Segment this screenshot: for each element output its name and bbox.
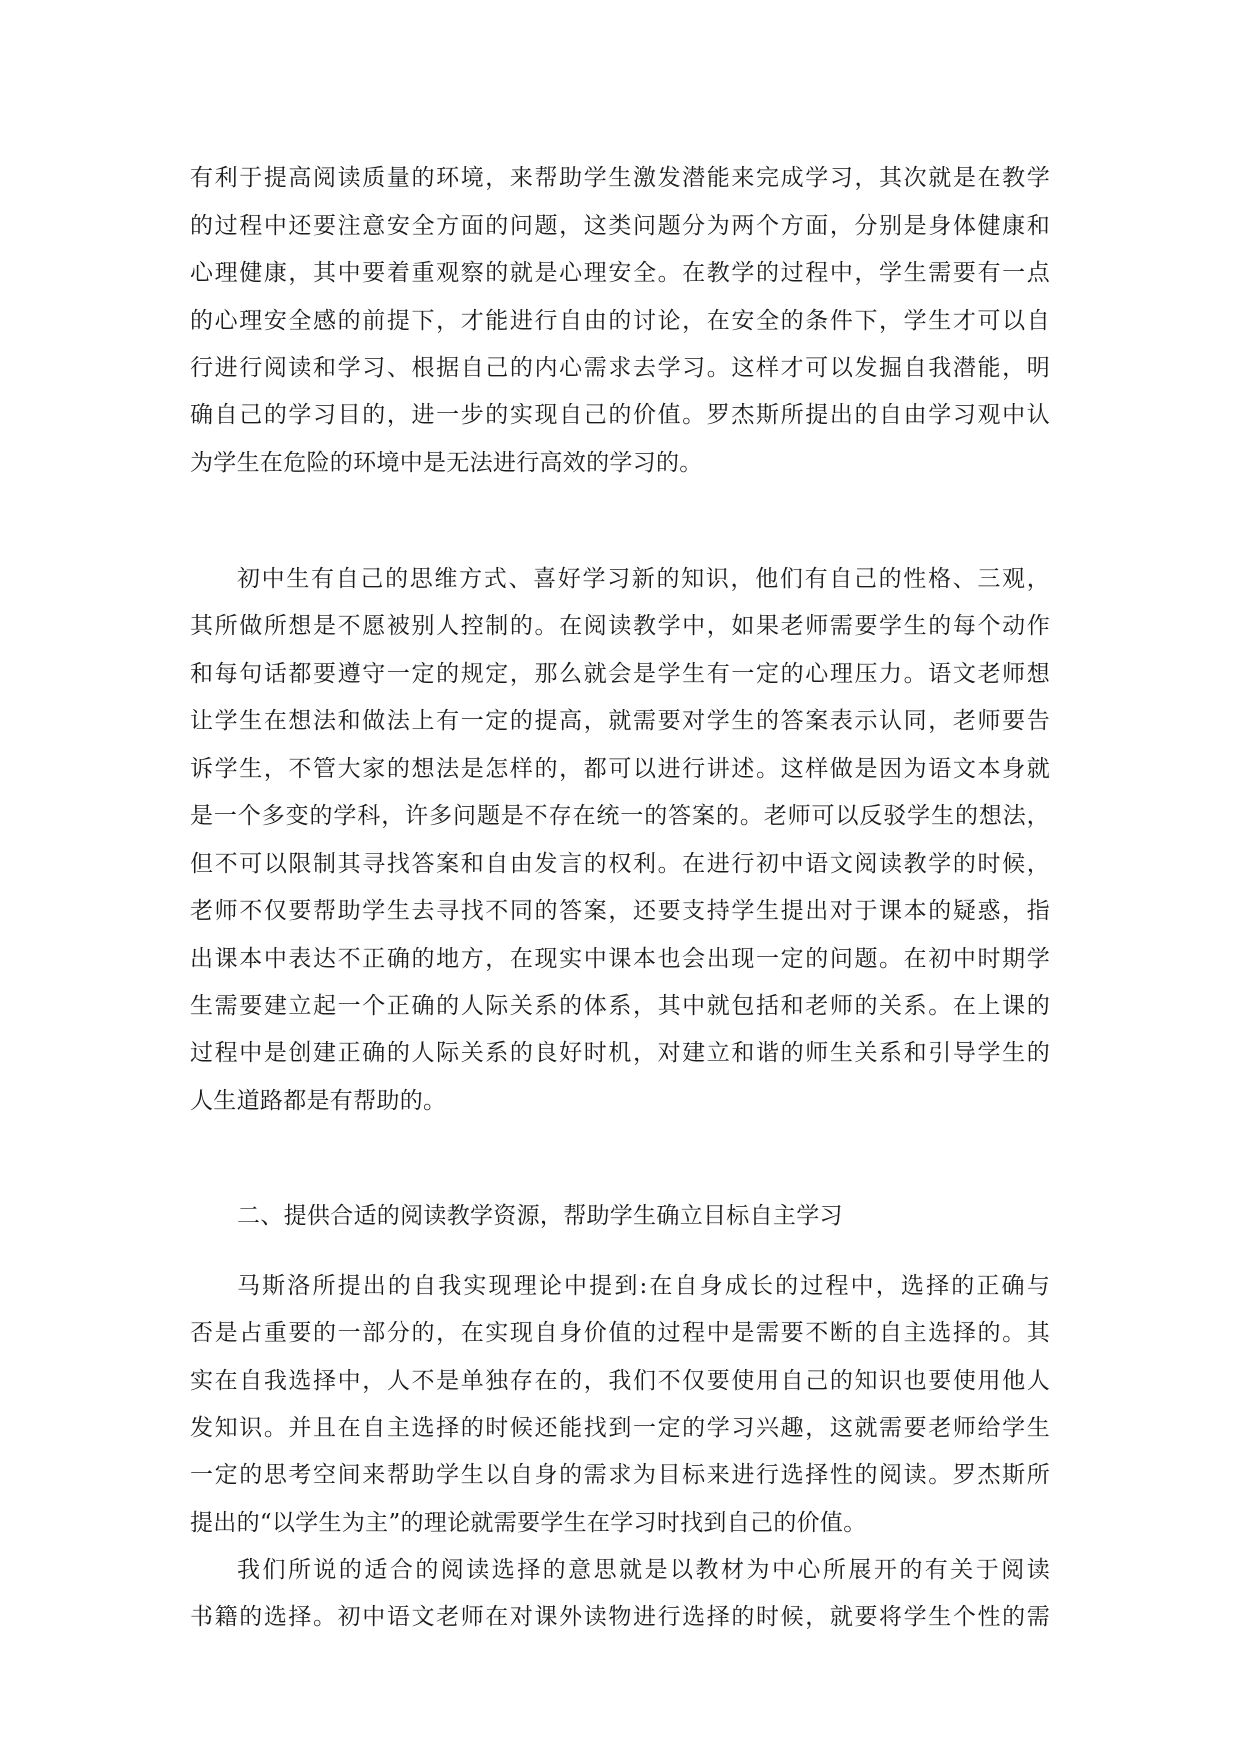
paragraph-line: 是一个多变的学科，许多问题是不存在统一的答案的。老师可以反驳学生的想法， [190,803,1050,829]
paragraph-line: 行进行阅读和学习、根据自己的内心需求去学习。这样才可以发掘自我潜能，明 [190,355,1050,381]
paragraph-line: 一定的思考空间来帮助学生以自身的需求为目标来进行选择性的阅读。罗杰斯所 [190,1462,1050,1488]
paragraph-line: 让学生在想法和做法上有一定的提高，就需要对学生的答案表示认同，老师要告 [190,708,1050,734]
paragraph-line: 我们所说的适合的阅读选择的意思就是以教材为中心所展开的有关于阅读 [237,1557,1050,1583]
paragraph-line: 发知识。并且在自主选择的时候还能找到一定的学习兴趣，这就需要老师给学生 [190,1415,1050,1441]
paragraph-line: 初中生有自己的思维方式、喜好学习新的知识，他们有自己的性格、三观， [237,566,1050,592]
paragraph-line: 马斯洛所提出的自我实现理论中提到:在自身成长的过程中，选择的正确与 [237,1273,1050,1299]
paragraph-line: 为学生在危险的环境中是无法进行高效的学习的。 [190,450,703,476]
paragraph-line: 有利于提高阅读质量的环境，来帮助学生激发潜能来完成学习，其次就是在教学 [190,165,1050,191]
paragraph-line: 书籍的选择。初中语文老师在对课外读物进行选择的时候，就要将学生个性的需 [190,1604,1050,1630]
paragraph-line: 生需要建立起一个正确的人际关系的体系，其中就包括和老师的关系。在上课的 [190,993,1050,1019]
paragraph-line: 和每句话都要遵守一定的规定，那么就会是学生有一定的心理压力。语文老师想 [190,661,1050,687]
paragraph-line: 老师不仅要帮助学生去寻找不同的答案，还要支持学生提出对于课本的疑惑，指 [190,898,1050,924]
paragraph-line: 的心理安全感的前提下，才能进行自由的讨论，在安全的条件下，学生才可以自 [190,308,1050,334]
paragraph-line: 实在自我选择中，人不是单独存在的，我们不仅要使用自己的知识也要使用他人 [190,1368,1050,1394]
section-heading: 二、提供合适的阅读教学资源，帮助学生确立目标自主学习 [237,1203,843,1229]
paragraph-line: 的过程中还要注意安全方面的问题，这类问题分为两个方面，分别是身体健康和 [190,213,1050,239]
paragraph-line: 确自己的学习目的，进一步的实现自己的价值。罗杰斯所提出的自由学习观中认 [190,402,1050,428]
paragraph-line: 但不可以限制其寻找答案和自由发言的权利。在进行初中语文阅读教学的时候， [190,851,1050,877]
paragraph-line: 其所做所想是不愿被别人控制的。在阅读教学中，如果老师需要学生的每个动作 [190,613,1050,639]
paragraph-line: 过程中是创建正确的人际关系的良好时机，对建立和谐的师生关系和引导学生的 [190,1040,1050,1066]
paragraph-line: 人生道路都是有帮助的。 [190,1088,447,1114]
paragraph-line: 出课本中表达不正确的地方，在现实中课本也会出现一定的问题。在初中时期学 [190,946,1050,972]
paragraph-line: 否是占重要的一部分的，在实现自身价值的过程中是需要不断的自主选择的。其 [190,1320,1050,1346]
paragraph-line: 心理健康，其中要着重观察的就是心理安全。在教学的过程中，学生需要有一点 [190,260,1050,286]
paragraph-line: 提出的“以学生为主”的理论就需要学生在学习时找到自己的价值。 [190,1510,867,1536]
paragraph-line: 诉学生，不管大家的想法是怎样的，都可以进行讲述。这样做是因为语文本身就 [190,756,1050,782]
